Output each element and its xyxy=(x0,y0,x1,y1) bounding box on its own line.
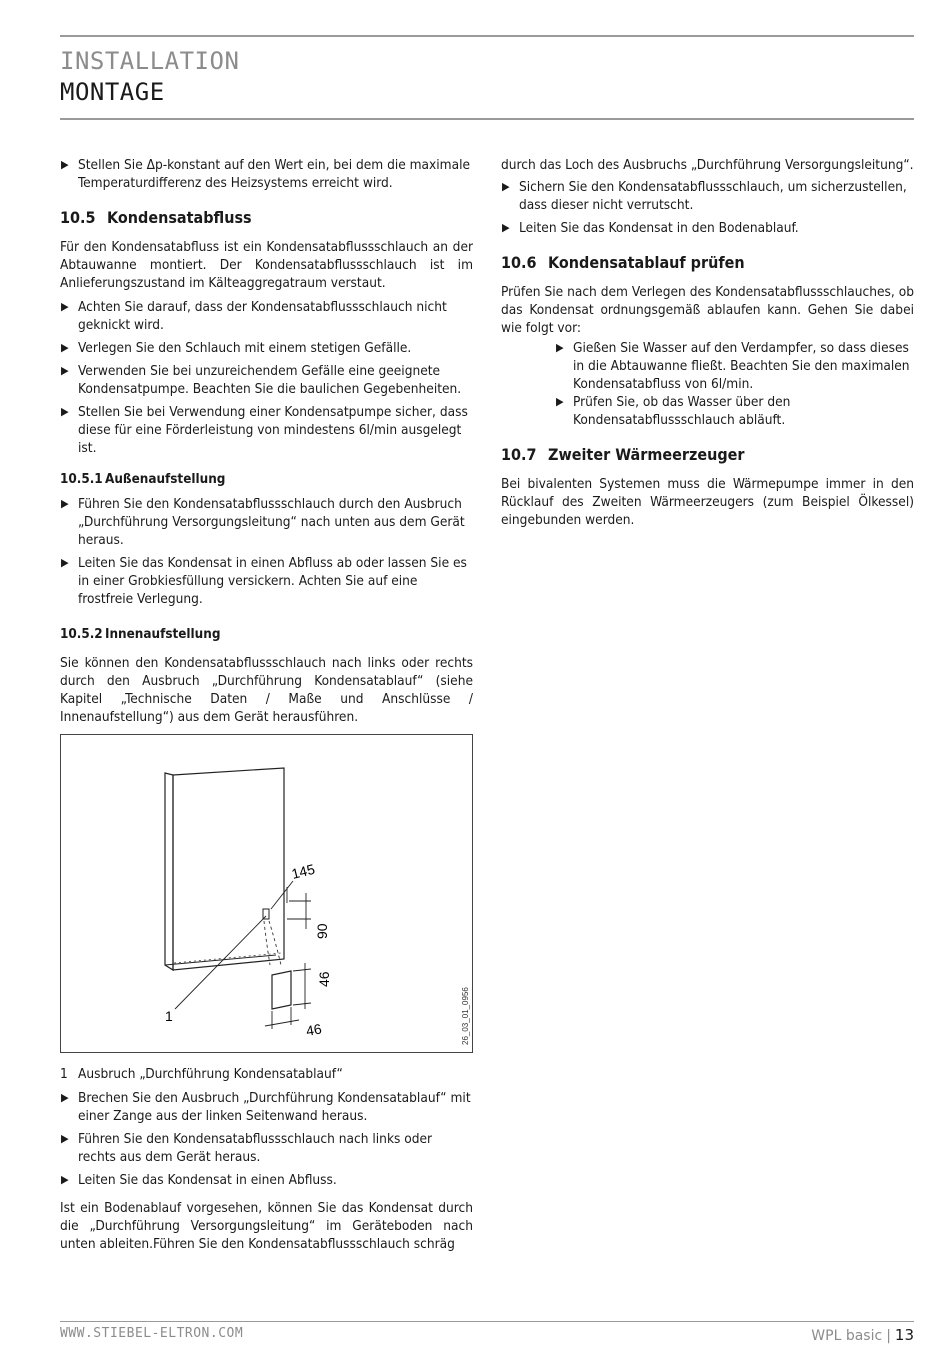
bullet-item: ▶ Leiten Sie das Kondensat in einen Abfluss ab oder lassen Sie es in einer Grobkiesfüllung versickern. Achten Sie auf eine frostfreie Verlegung. xyxy=(61,555,467,607)
bullet-arrow-icon: ▶ xyxy=(61,405,69,418)
footer-product: WPL basic xyxy=(811,1328,883,1344)
heading-10-5: 10.5 Kondensatabfluss xyxy=(60,208,252,227)
callout-1-label: 1 xyxy=(165,1008,173,1024)
bullet-item: ▶ Sichern Sie den Kondensatabflussschlauch, um sicherzustellen, dass dieser nicht verrutscht. xyxy=(502,179,907,213)
bullet-arrow-icon: ▶ xyxy=(556,341,564,354)
bullet-item: ▶ Leiten Sie das Kondensat in den Bodenablauf. xyxy=(502,220,799,236)
dim-90-label: 90 xyxy=(314,923,330,939)
dim-46-vertical-label: 46 xyxy=(316,971,332,987)
dim-line xyxy=(265,1020,299,1026)
paragraph: Prüfen Sie nach dem Verlegen des Kondensatabflussschlauches, ob das Kondensat ordnungsgemäß ablaufen kann. Gehen Sie dabei wie folgt vor: xyxy=(501,284,914,336)
dim-extension xyxy=(293,969,311,971)
bullet-arrow-icon: ▶ xyxy=(61,1091,69,1104)
bullet-arrow-icon: ▶ xyxy=(61,1132,69,1145)
hose-path-dashed xyxy=(269,921,281,965)
figure-legend: 1 Ausbruch „Durchführung Kondensatablauf“ xyxy=(60,1066,343,1082)
header-montage: MONTAGE xyxy=(60,78,165,106)
bullet-item: ▶ Gießen Sie Wasser auf den Verdampfer, so dass dieses in die Abtauwanne fließt. Beachten Sie den maximalen Kondensatabfluss von 6l/min. xyxy=(556,340,910,392)
heading-10-5-2: 10.5.2 Innenaufstellung xyxy=(60,627,221,642)
bullet-item: ▶ Stellen Sie bei Verwendung einer Kondensatpumpe sicher, dass diese für eine Förderleistung von mindestens 6l/min ausgelegt ist. xyxy=(61,404,468,456)
bullet-arrow-icon: ▶ xyxy=(61,364,69,377)
paragraph-continuation: durch das Loch des Ausbruchs „Durchführung Versorgungsleitung“. xyxy=(501,157,914,173)
bullet-arrow-icon: ▶ xyxy=(556,395,564,408)
dim-extension xyxy=(293,1003,311,1005)
footer-page-info xyxy=(811,1326,914,1344)
bullet-arrow-icon: ▶ xyxy=(502,221,510,234)
footer-rule xyxy=(60,1321,914,1322)
bullet-arrow-icon: ▶ xyxy=(61,341,69,354)
page-number: 13 xyxy=(894,1326,914,1344)
drawing-svg xyxy=(61,735,472,1052)
bullet-arrow-icon: ▶ xyxy=(61,1173,69,1186)
right-column xyxy=(501,156,914,535)
footer-website: WWW.STIEBEL-ELTRON.COM xyxy=(60,1326,244,1341)
footer-separator: | xyxy=(886,1328,891,1344)
paragraph: Ist ein Bodenablauf vorgesehen, können Sie das Kondensat durch die „Durchführung Versorgungsleitung“ im Geräteboden nach unten ableiten.Führen Sie den Kondensatabflussschlauch schräg xyxy=(60,1200,473,1252)
heading-10-7: 10.7 Zweiter Wärmeerzeuger xyxy=(501,445,745,464)
dim-46-horizontal-label: 46 xyxy=(304,1020,323,1039)
paragraph: Bei bivalenten Systemen muss die Wärmepumpe immer in den Rücklauf des Zweiten Wärmeerzeugers (zum Beispiel Ölkessel) eingebunden werden. xyxy=(501,476,914,528)
panel-edge xyxy=(165,773,173,970)
bullet-item: ▶ Brechen Sie den Ausbruch „Durchführung Kondensatablauf“ mit einer Zange aus der linken Seitenwand heraus. xyxy=(61,1090,471,1124)
bullet-arrow-icon: ▶ xyxy=(61,300,69,313)
heading-10-6: 10.6 Kondensatablauf prüfen xyxy=(501,253,745,272)
header-installation: INSTALLATION xyxy=(60,47,240,75)
bullet-item: ▶ Leiten Sie das Kondensat in einen Abfluss. xyxy=(61,1172,337,1188)
panel-hidden-line xyxy=(174,953,281,963)
paragraph: Für den Kondensatabfluss ist ein Kondensatabflussschlauch an der Abtauwanne montiert. Der Kondensatabflussschlauch ist im Anlieferungszustand im Kälteaggregatraum verstaut. xyxy=(60,239,473,291)
bullet-arrow-icon: ▶ xyxy=(61,556,69,569)
paragraph: Sie können den Kondensatabflussschlauch nach links oder rechts durch den Ausbruch „Durchführung Kondensatablauf“ (siehe Kapitel „Technische Daten / Maße und Anschlüsse / Innenaufstellung“) aus dem Gerät herausführen. xyxy=(60,655,473,725)
heading-10-5-1: 10.5.1 Außenaufstellung xyxy=(60,472,226,487)
bullet-arrow-icon: ▶ xyxy=(502,180,510,193)
hose-path-dashed xyxy=(264,921,270,965)
header-rule xyxy=(60,118,914,120)
bullet-item: ▶ Führen Sie den Kondensatabflussschlauch durch den Ausbruch „Durchführung Versorgungsleitung“ nach unten aus dem Gerät heraus. xyxy=(61,496,465,548)
drain-box xyxy=(272,971,291,1009)
drawing-code: 26_03_01_0956 xyxy=(461,987,470,1045)
bullet-item: ▶ Achten Sie darauf, dass der Kondensatabflussschlauch nicht geknickt wird. xyxy=(61,299,447,333)
bullet-arrow-icon: ▶ xyxy=(61,497,69,510)
dim-145-label: 145 xyxy=(289,860,317,882)
bullet-item: ▶ Verlegen Sie den Schlauch mit einem stetigen Gefälle. xyxy=(61,340,412,356)
bullet-item: ▶ Stellen Sie Δp-konstant auf den Wert ein, bei dem die maximale Temperaturdifferenz des Heizsystems erreicht wird. xyxy=(61,157,471,191)
left-column xyxy=(60,156,473,1259)
bullet-item: ▶ Führen Sie den Kondensatabflussschlauch nach links oder rechts aus dem Gerät heraus. xyxy=(61,1131,433,1165)
dim-leader xyxy=(271,881,293,909)
bullet-item: ▶ Prüfen Sie, ob das Wasser über den Kondensatabflussschlauch abläuft. xyxy=(556,394,791,428)
bullet-arrow-icon: ▶ xyxy=(61,158,69,171)
knockout-opening xyxy=(263,909,269,919)
panel-bottom-line xyxy=(165,955,276,965)
panel-face xyxy=(173,768,284,970)
technical-drawing xyxy=(60,734,473,1053)
top-rule xyxy=(60,35,914,37)
bullet-item: ▶ Verwenden Sie bei unzureichendem Gefälle eine geeignete Kondensatpumpe. Beachten Sie die baulichen Gegebenheiten. xyxy=(61,363,462,397)
